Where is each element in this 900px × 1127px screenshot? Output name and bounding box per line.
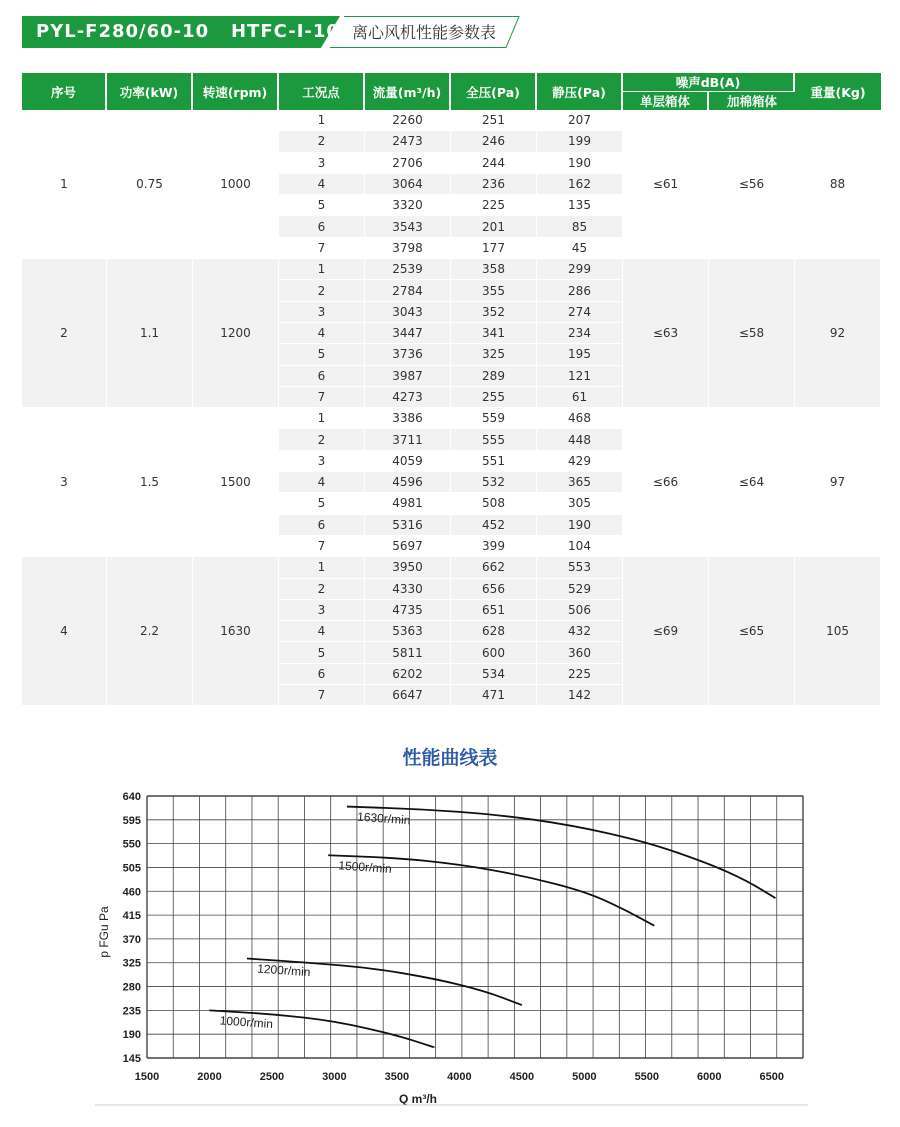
cell-flow: 3987 bbox=[365, 366, 451, 387]
cell-point: 7 bbox=[279, 387, 365, 408]
cell-total-pressure: 325 bbox=[451, 344, 537, 365]
cell-total-pressure: 246 bbox=[451, 131, 537, 152]
cell-speed: 1000 bbox=[193, 110, 279, 259]
cell-flow: 4735 bbox=[365, 600, 451, 621]
cell-speed: 1630 bbox=[193, 557, 279, 706]
cell-total-pressure: 532 bbox=[451, 472, 537, 493]
cell-total-pressure: 508 bbox=[451, 493, 537, 514]
cell-static-pressure: 225 bbox=[537, 664, 623, 685]
cell-point: 1 bbox=[279, 408, 365, 429]
cell-flow: 4273 bbox=[365, 387, 451, 408]
series-label: 1630r/min bbox=[356, 809, 411, 828]
cell-total-pressure: 662 bbox=[451, 557, 537, 578]
cell-total-pressure: 534 bbox=[451, 664, 537, 685]
cell-flow: 3798 bbox=[365, 238, 451, 259]
cell-total-pressure: 651 bbox=[451, 600, 537, 621]
x-tick-label: 3500 bbox=[384, 1071, 410, 1083]
cell-point: 4 bbox=[279, 472, 365, 493]
performance-chart bbox=[0, 780, 900, 1120]
cell-flow: 2260 bbox=[365, 110, 451, 131]
cell-power: 1.5 bbox=[107, 408, 193, 557]
cell-static-pressure: 286 bbox=[537, 280, 623, 301]
cell-flow: 3711 bbox=[365, 429, 451, 450]
cell-static-pressure: 234 bbox=[537, 323, 623, 344]
chart-title: 性能曲线表 bbox=[402, 747, 498, 769]
y-tick-label: 145 bbox=[122, 1053, 141, 1065]
cell-weight: 97 bbox=[795, 408, 881, 557]
cell-flow: 3064 bbox=[365, 174, 451, 195]
cell-total-pressure: 244 bbox=[451, 153, 537, 174]
table-row bbox=[22, 259, 881, 280]
cell-weight: 88 bbox=[795, 110, 881, 259]
cell-point: 5 bbox=[279, 642, 365, 663]
cell-static-pressure: 142 bbox=[537, 685, 623, 706]
cell-total-pressure: 355 bbox=[451, 280, 537, 301]
y-tick-label: 235 bbox=[122, 1005, 141, 1018]
cell-flow: 4981 bbox=[365, 493, 451, 514]
header-total-pressure: 全压(Pa) bbox=[451, 73, 537, 110]
cell-total-pressure: 341 bbox=[451, 323, 537, 344]
cell-static-pressure: 360 bbox=[537, 642, 623, 663]
cell-static-pressure: 468 bbox=[537, 408, 623, 429]
cell-point: 3 bbox=[279, 302, 365, 323]
x-tick-label: 5000 bbox=[572, 1071, 597, 1083]
cell-static-pressure: 448 bbox=[537, 429, 623, 450]
x-tick-label: 4000 bbox=[447, 1071, 472, 1083]
cell-point: 5 bbox=[279, 195, 365, 216]
cell-point: 6 bbox=[279, 216, 365, 237]
cell-point: 6 bbox=[279, 515, 365, 536]
cell-power: 2.2 bbox=[107, 557, 193, 706]
cell-static-pressure: 506 bbox=[537, 600, 623, 621]
cell-total-pressure: 352 bbox=[451, 302, 537, 323]
cell-flow: 3386 bbox=[365, 408, 451, 429]
cell-point: 3 bbox=[279, 600, 365, 621]
cell-point: 7 bbox=[279, 685, 365, 706]
cell-total-pressure: 225 bbox=[451, 195, 537, 216]
series-label: 1200r/min bbox=[256, 961, 311, 980]
cell-total-pressure: 471 bbox=[451, 685, 537, 706]
cell-static-pressure: 104 bbox=[537, 536, 623, 557]
x-tick-label: 6000 bbox=[697, 1071, 722, 1083]
series-curve bbox=[347, 807, 776, 899]
y-tick-label: 325 bbox=[122, 957, 141, 970]
cell-flow: 2706 bbox=[365, 153, 451, 174]
series-label: 1500r/min bbox=[337, 858, 393, 876]
series-label: 1000r/min bbox=[219, 1013, 274, 1032]
cell-noise-cotton: ≤64 bbox=[709, 408, 795, 557]
cell-seq: 3 bbox=[22, 408, 107, 557]
cell-flow: 5316 bbox=[365, 515, 451, 536]
cell-total-pressure: 551 bbox=[451, 451, 537, 472]
header-static-pressure: 静压(Pa) bbox=[537, 73, 623, 110]
cell-noise-cotton: ≤58 bbox=[709, 259, 795, 408]
y-tick-label: 460 bbox=[122, 886, 141, 899]
cell-static-pressure: 190 bbox=[537, 515, 623, 536]
cell-total-pressure: 656 bbox=[451, 579, 537, 600]
cell-static-pressure: 61 bbox=[537, 387, 623, 408]
y-tick-label: 640 bbox=[122, 791, 141, 803]
cell-seq: 2 bbox=[22, 259, 107, 408]
header-weight: 重量(Kg) bbox=[795, 73, 881, 110]
cell-total-pressure: 177 bbox=[451, 238, 537, 259]
cell-flow: 6647 bbox=[365, 685, 451, 706]
performance-table bbox=[22, 73, 881, 706]
cell-static-pressure: 162 bbox=[537, 174, 623, 195]
x-tick-label: 2500 bbox=[259, 1071, 285, 1083]
header-noise-single: 单层箱体 bbox=[623, 91, 709, 110]
cell-static-pressure: 85 bbox=[537, 216, 623, 237]
header-speed: 转速(rpm) bbox=[193, 73, 279, 110]
cell-total-pressure: 559 bbox=[451, 408, 537, 429]
cell-total-pressure: 628 bbox=[451, 621, 537, 642]
header-noise-cotton: 加棉箱体 bbox=[709, 91, 795, 110]
cell-flow: 2784 bbox=[365, 280, 451, 301]
cell-point: 3 bbox=[279, 153, 365, 174]
cell-static-pressure: 553 bbox=[537, 557, 623, 578]
cell-point: 4 bbox=[279, 621, 365, 642]
cell-flow: 3736 bbox=[365, 344, 451, 365]
cell-flow: 2473 bbox=[365, 131, 451, 152]
y-tick-label: 550 bbox=[122, 838, 141, 851]
y-tick-label: 280 bbox=[122, 981, 141, 994]
cell-static-pressure: 305 bbox=[537, 493, 623, 514]
cell-static-pressure: 135 bbox=[537, 195, 623, 216]
cell-weight: 105 bbox=[795, 557, 881, 706]
cell-noise-single: ≤61 bbox=[623, 110, 709, 259]
cell-noise-cotton: ≤56 bbox=[709, 110, 795, 259]
cell-static-pressure: 429 bbox=[537, 451, 623, 472]
cell-point: 1 bbox=[279, 110, 365, 131]
cell-total-pressure: 255 bbox=[451, 387, 537, 408]
cell-total-pressure: 201 bbox=[451, 216, 537, 237]
cell-static-pressure: 190 bbox=[537, 153, 623, 174]
cell-static-pressure: 121 bbox=[537, 366, 623, 387]
table-row bbox=[22, 408, 881, 429]
x-tick-label: 1500 bbox=[134, 1071, 160, 1083]
cell-flow: 3543 bbox=[365, 216, 451, 237]
cell-point: 1 bbox=[279, 259, 365, 280]
model-title: PYL-F280/60-10 HTFC-I-10 bbox=[36, 21, 340, 42]
cell-flow: 6202 bbox=[365, 664, 451, 685]
header-flow: 流量(m³/h) bbox=[365, 73, 451, 110]
table-row bbox=[22, 557, 881, 578]
cell-noise-single: ≤63 bbox=[623, 259, 709, 408]
y-tick-label: 505 bbox=[122, 862, 141, 875]
cell-power: 0.75 bbox=[107, 110, 193, 259]
cell-flow: 4330 bbox=[365, 579, 451, 600]
cell-total-pressure: 452 bbox=[451, 515, 537, 536]
cell-weight: 92 bbox=[795, 259, 881, 408]
cell-power: 1.1 bbox=[107, 259, 193, 408]
cell-point: 7 bbox=[279, 536, 365, 557]
cell-static-pressure: 274 bbox=[537, 302, 623, 323]
y-tick-label: 595 bbox=[122, 814, 141, 827]
cell-noise-cotton: ≤65 bbox=[709, 557, 795, 706]
cell-static-pressure: 207 bbox=[537, 110, 623, 131]
cell-point: 4 bbox=[279, 174, 365, 195]
cell-point: 6 bbox=[279, 664, 365, 685]
table-body bbox=[22, 110, 881, 706]
header-noise: 噪声dB(A) bbox=[623, 73, 795, 91]
cell-point: 5 bbox=[279, 344, 365, 365]
cell-speed: 1500 bbox=[193, 408, 279, 557]
cell-noise-single: ≤69 bbox=[623, 557, 709, 706]
cell-seq: 1 bbox=[22, 110, 107, 259]
cell-total-pressure: 399 bbox=[451, 536, 537, 557]
cell-flow: 4596 bbox=[365, 472, 451, 493]
cell-flow: 2539 bbox=[365, 259, 451, 280]
cell-flow: 3447 bbox=[365, 323, 451, 344]
cell-noise-single: ≤66 bbox=[623, 408, 709, 557]
cell-static-pressure: 195 bbox=[537, 344, 623, 365]
cell-point: 7 bbox=[279, 238, 365, 259]
cell-total-pressure: 236 bbox=[451, 174, 537, 195]
cell-seq: 4 bbox=[22, 557, 107, 706]
cell-point: 4 bbox=[279, 323, 365, 344]
header-seq: 序号 bbox=[22, 73, 107, 110]
x-tick-label: 4500 bbox=[509, 1071, 535, 1083]
cell-flow: 5697 bbox=[365, 536, 451, 557]
cell-flow: 3950 bbox=[365, 557, 451, 578]
header-banner bbox=[22, 16, 502, 48]
x-tick-label: 5500 bbox=[634, 1071, 660, 1083]
cell-total-pressure: 555 bbox=[451, 429, 537, 450]
cell-static-pressure: 299 bbox=[537, 259, 623, 280]
header-point: 工况点 bbox=[279, 73, 365, 110]
header-power: 功率(kW) bbox=[107, 73, 193, 110]
cell-flow: 3043 bbox=[365, 302, 451, 323]
x-tick-label: 3000 bbox=[322, 1071, 347, 1083]
cell-point: 2 bbox=[279, 280, 365, 301]
cell-point: 2 bbox=[279, 579, 365, 600]
cell-speed: 1200 bbox=[193, 259, 279, 408]
y-tick-label: 415 bbox=[122, 910, 141, 923]
x-tick-label: 6500 bbox=[759, 1071, 785, 1083]
cell-point: 6 bbox=[279, 366, 365, 387]
cell-point: 2 bbox=[279, 429, 365, 450]
cell-total-pressure: 358 bbox=[451, 259, 537, 280]
cell-flow: 5363 bbox=[365, 621, 451, 642]
cell-total-pressure: 600 bbox=[451, 642, 537, 663]
cell-point: 5 bbox=[279, 493, 365, 514]
table-title: 离心风机性能参数表 bbox=[352, 23, 497, 42]
x-tick-label: 2000 bbox=[197, 1071, 222, 1083]
table-row bbox=[22, 110, 881, 131]
cell-flow: 4059 bbox=[365, 451, 451, 472]
cell-flow: 5811 bbox=[365, 642, 451, 663]
cell-static-pressure: 45 bbox=[537, 238, 623, 259]
cell-total-pressure: 251 bbox=[451, 110, 537, 131]
y-tick-label: 370 bbox=[122, 933, 141, 946]
cell-total-pressure: 289 bbox=[451, 366, 537, 387]
cell-point: 2 bbox=[279, 131, 365, 152]
x-axis-label: Q m³/h bbox=[399, 1092, 437, 1106]
cell-static-pressure: 199 bbox=[537, 131, 623, 152]
y-tick-label: 190 bbox=[122, 1029, 141, 1042]
cell-point: 3 bbox=[279, 451, 365, 472]
cell-static-pressure: 365 bbox=[537, 472, 623, 493]
y-axis-label: p FGu Pa bbox=[97, 906, 111, 958]
cell-static-pressure: 432 bbox=[537, 621, 623, 642]
cell-flow: 3320 bbox=[365, 195, 451, 216]
cell-point: 1 bbox=[279, 557, 365, 578]
cell-static-pressure: 529 bbox=[537, 579, 623, 600]
